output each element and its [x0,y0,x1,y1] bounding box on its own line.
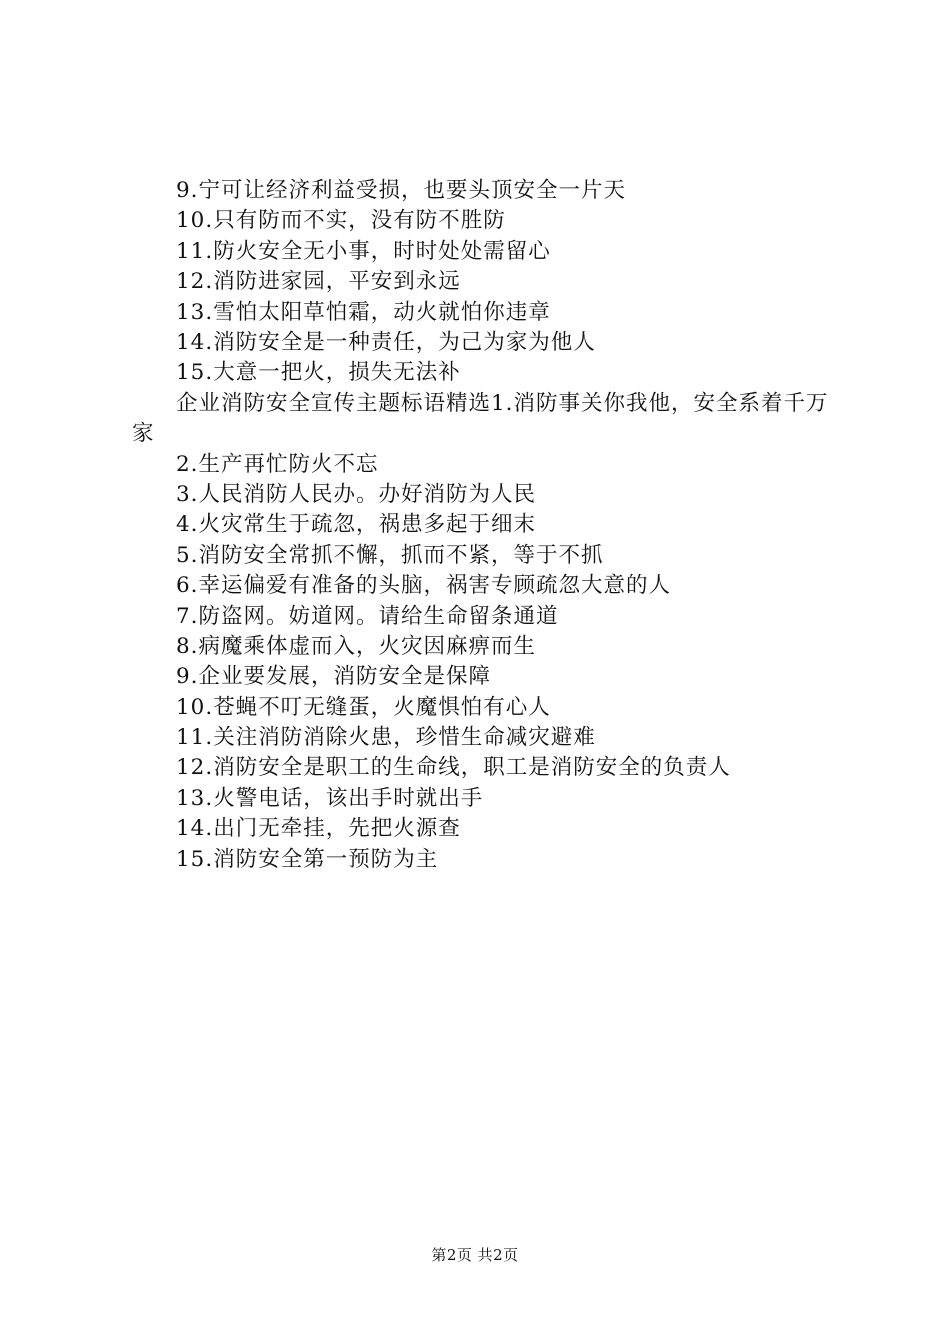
document-body [132,176,832,875]
slogan-line: 15.消防安全第一预防为主 [176,846,439,872]
section-heading-paragraph: 企业消防安全宣传主题标语精选1.消防事关你我他，安全系着千万家 [132,390,829,447]
slogan-line: 10.苍蝇不叮无缝蛋，火魔惧怕有心人 [176,694,551,720]
slogan-line: 13.雪怕太阳草怕霜，动火就怕你违章 [176,299,551,325]
slogan-line: 14.消防安全是一种责任，为己为家为他人 [176,329,596,355]
slogan-line: 8.病魔乘体虚而入，火灾因麻痹而生 [176,633,537,659]
slogan-line: 13.火警电话，该出手时就出手 [176,785,484,811]
slogan-line: 3.人民消防人民办。办好消防为人民 [176,481,537,507]
slogan-line: 11.关注消防消除火患，珍惜生命减灾避难 [176,725,596,751]
slogan-line: 2.生产再忙防火不忘 [176,451,379,477]
page-footer: 第2页 共2页 [431,1246,519,1264]
slogan-line: 4.火灾常生于疏忽，祸患多起于细末 [176,512,537,538]
slogan-line: 6.幸运偏爱有准备的头脑，祸害专顾疏忽大意的人 [176,573,672,599]
slogan-line: 9.宁可让经济利益受损，也要头顶安全一片天 [176,178,627,203]
slogan-line: 14.出门无牵挂，先把火源查 [176,816,461,842]
slogan-line: 12.消防进家园，平安到永远 [176,269,461,295]
slogan-line: 11.防火安全无小事，时时处处需留心 [176,238,551,264]
slogan-line: 5.消防安全常抓不懈，抓而不紧，等于不抓 [176,542,604,568]
slogan-line: 7.防盗网。妨道网。请给生命留条通道 [176,603,559,629]
slogan-line: 9.企业要发展，消防安全是保障 [176,664,492,690]
slogan-line: 15.大意一把火，损失无法补 [176,360,461,386]
slogan-line: 10.只有防而不实，没有防不胜防 [176,208,506,234]
slogan-line: 12.消防安全是职工的生命线，职工是消防安全的负责人 [176,755,731,781]
